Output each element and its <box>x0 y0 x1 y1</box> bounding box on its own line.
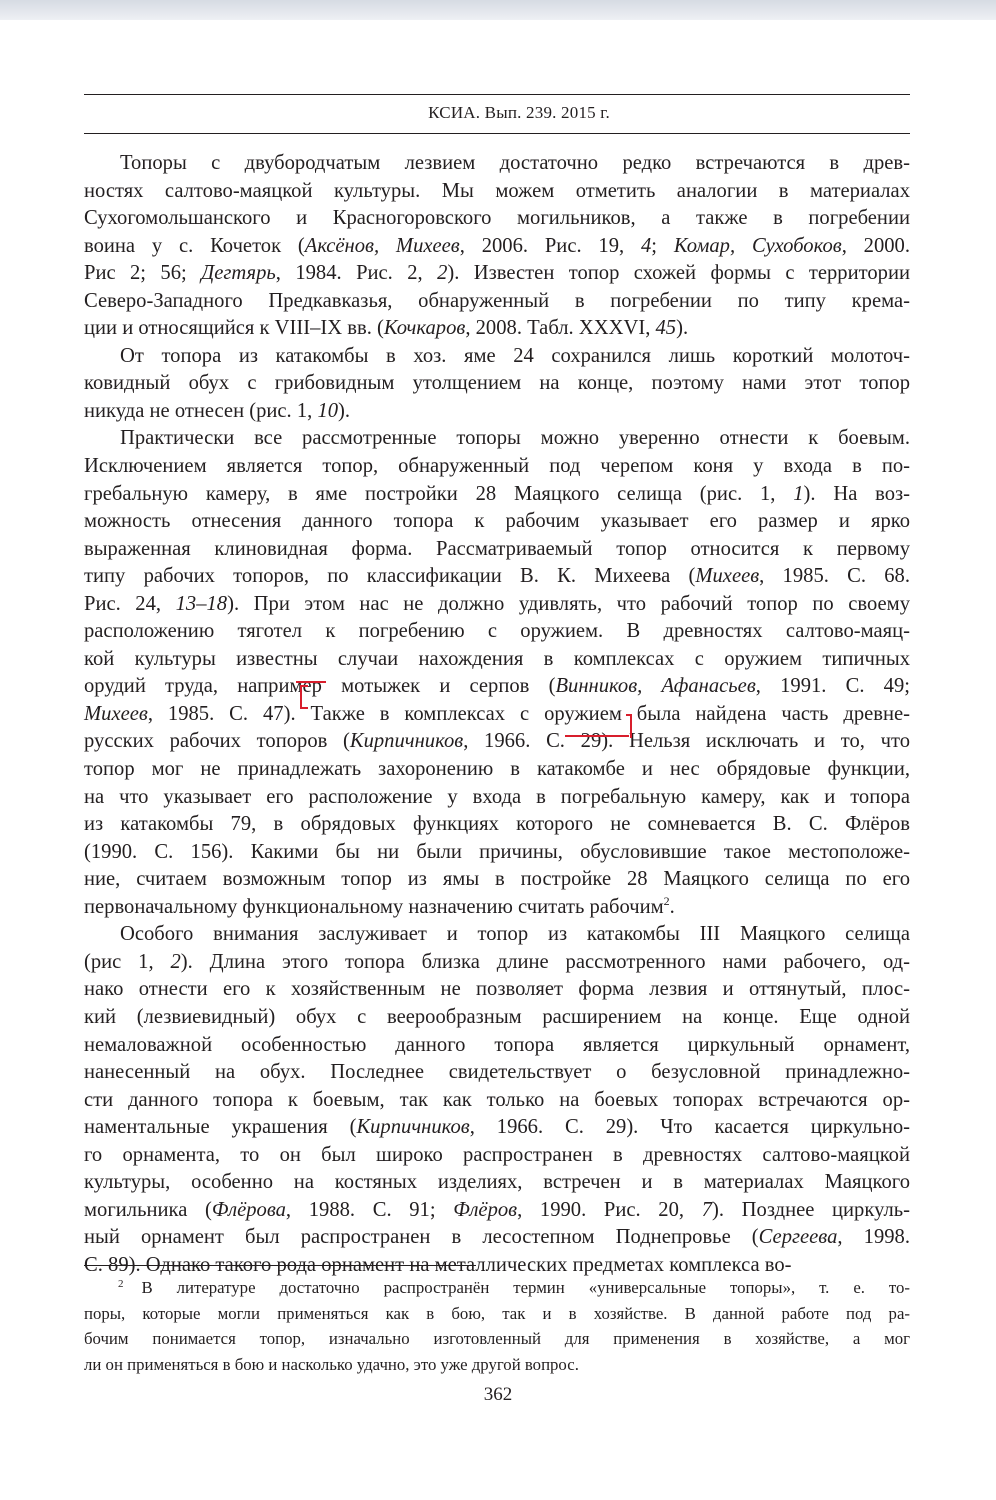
text-run: могильника ( <box>84 1198 212 1221</box>
paragraph <box>84 150 910 343</box>
text-run: Северо-Западного Предкавказья, обнаруженный в погребении по типу крема- <box>84 289 910 312</box>
text-line <box>84 701 910 729</box>
text-line <box>84 398 910 426</box>
text-line <box>84 150 910 178</box>
italic-citation: Кочкаров <box>383 317 466 340</box>
text-line <box>84 508 910 536</box>
text-line <box>84 949 910 977</box>
text-line <box>84 921 910 949</box>
italic-citation: Флёрова <box>211 1198 286 1221</box>
running-title: КСИА. Вып. 239. 2015 г. <box>428 103 610 122</box>
text-run: , 1990. Рис. 20, <box>517 1198 702 1221</box>
text-line <box>84 591 910 619</box>
text-line <box>84 425 910 453</box>
text-line <box>84 839 910 867</box>
italic-citation: Михеев <box>84 702 148 725</box>
footnote-text: бочим понимается топор, изначально изготовленный для применения в хозяйстве, а мог <box>84 1329 910 1348</box>
text-run: нако отнести его к хозяйственным не позволяет форма лезвия и оттянутый, плос- <box>84 978 910 1001</box>
text-run: Топоры с двубородчатым лезвием достаточно редко встречаются в древ- <box>120 152 910 174</box>
italic-citation: Аксёнов, Михеев <box>304 234 460 257</box>
italic-citation: 10 <box>317 399 339 422</box>
text-run: , 1988. С. 91; <box>285 1198 454 1221</box>
text-run: , 1966. С. 29). Что касается циркульно- <box>469 1116 910 1139</box>
text-run: культуры, особенно на костяных изделиях, встречен и в материалах Маяцкого <box>84 1171 910 1194</box>
text-line <box>84 756 910 784</box>
text-run: ). При этом нас не должно удивлять, что рабочий топор по своему <box>227 592 910 615</box>
text-run: , 2008. Табл. XXXVI, <box>465 317 656 340</box>
text-line <box>84 866 910 894</box>
text-run: Исключением является топор, обнаруженный под черепом коня у входа в по- <box>84 455 910 478</box>
text-run: на что указывает его расположение у входа в погребальную камеру, как и топора <box>84 785 910 808</box>
italic-citation: 2 <box>437 262 448 285</box>
text-run: , 1985. С. 68. <box>759 565 911 588</box>
italic-citation: 7 <box>701 1198 712 1221</box>
footnote-reference[interactable]: 2 <box>663 893 670 908</box>
italic-citation: Флёров <box>453 1198 518 1221</box>
text-line <box>84 1087 910 1115</box>
text-run: ностях салтово-маяцкой культуры. Мы можем отметить аналогии в материалах <box>84 179 910 202</box>
text-run: ции и относящийся к VIII–IX вв. ( <box>84 317 384 340</box>
text-run: выраженная клиновидная форма. Рассматриваемый топор относится к первому <box>84 537 910 560</box>
text-line <box>84 288 910 316</box>
text-run: ). На воз- <box>803 482 910 505</box>
text-run: ). <box>338 399 351 422</box>
text-run: типу рабочих топоров, по классификации В. К. Михеева ( <box>84 565 696 588</box>
italic-citation: 2 <box>170 950 181 973</box>
text-line <box>84 315 910 343</box>
italic-citation: Сергеева <box>758 1226 838 1249</box>
text-run: ние, считаем возможным топор из ямы в постройке 28 Маяцкого селища по его <box>84 868 910 891</box>
italic-citation: 1 <box>793 482 804 505</box>
text-line <box>84 646 910 674</box>
text-run: русских рабочих топоров ( <box>84 730 350 753</box>
text-run: сти данного топора к боевым, так как только на боевых топорах встречаются ор- <box>84 1088 910 1111</box>
paragraph <box>84 921 910 1279</box>
text-run: , 2006. Рис. 19, <box>459 234 641 257</box>
text-run: из катакомбы 79, в обрядовых функциях которого не сомневается В. С. Флёров <box>84 813 910 836</box>
text-line <box>84 976 910 1004</box>
text-run: ). <box>676 317 689 340</box>
text-run: ный орнамент был распространен в лесостепном Поднепровье ( <box>84 1226 759 1249</box>
text-run: Сухогомольшанского и Красногоровского могильников, а также в погребении <box>84 207 910 230</box>
text-line <box>84 811 910 839</box>
text-run: ). Позднее циркуль- <box>712 1198 910 1221</box>
italic-citation: Дегтярь <box>201 262 276 285</box>
footnote-line <box>84 1272 910 1301</box>
italic-citation: Комар, Сухобоков <box>673 234 842 257</box>
text-run: наментальные украшения ( <box>84 1116 357 1139</box>
text-run: (рис 1, <box>84 950 171 973</box>
text-line <box>84 1004 910 1032</box>
text-run: кий (лезвиевидный) обух с веерообразным расширением на конце. Еще одной <box>84 1005 910 1028</box>
text-run: ). Известен топор схожей формы с территории <box>447 262 910 285</box>
annotation-underline <box>565 735 629 737</box>
italic-citation: Кирпичников <box>356 1116 470 1139</box>
text-line <box>84 1169 910 1197</box>
text-run: ; <box>651 234 674 257</box>
text-run: (1990. С. 156). Какими бы ни были причины, обусловившие такое местоположе- <box>84 840 910 863</box>
footnote-text: В литературе достаточно распространён термин «универсальные топоры», т. е. то- <box>141 1278 910 1297</box>
footnote <box>84 1272 910 1377</box>
text-run: воина у с. Кочеток ( <box>84 234 305 257</box>
footnote-rule <box>84 1265 476 1266</box>
footnote-line <box>84 1326 910 1352</box>
text-run: Практически все рассмотренные топоры можно уверенно отнести к боевым. <box>120 427 910 450</box>
text-line <box>84 728 910 756</box>
text-run: топор мог не принадлежать захоронению в катакомбе и нес обрядовые функции, <box>84 758 910 781</box>
text-line <box>84 1114 910 1142</box>
text-line <box>84 784 910 812</box>
footnote-line <box>84 1352 910 1378</box>
footnote-text: ли он применяться в бою и насколько удачно, это уже другой вопрос. <box>84 1354 579 1374</box>
footnote-line <box>84 1301 910 1327</box>
annotation-bracket-left <box>300 685 308 709</box>
text-run: , 2000. <box>841 234 910 257</box>
text-run: немаловажной особенностью данного топора является циркульный орнамент, <box>84 1033 910 1056</box>
text-run: Рис 2; 56; <box>84 262 202 285</box>
text-line <box>84 536 910 564</box>
text-line <box>84 618 910 646</box>
italic-citation: 45 <box>655 317 677 340</box>
text-run: первоначальному функциональному назначению считать рабочим <box>84 895 664 918</box>
body-text <box>84 150 910 1279</box>
text-run: От топора из катакомбы в хоз. яме 24 сохранился лишь короткий молоточ- <box>120 344 910 367</box>
text-run: Особого внимания заслуживает и топор из катакомбы III Маяцкого селища <box>120 923 910 946</box>
paragraph <box>84 425 910 921</box>
text-line <box>84 563 910 591</box>
text-line <box>84 178 910 206</box>
text-run: орудий труда, например мотыжек и серпов ( <box>84 675 556 698</box>
running-header <box>84 94 910 134</box>
italic-citation: Кирпичников <box>349 730 464 753</box>
text-run: можность отнесения данного топора к рабочим указывает его размер и ярко <box>84 510 910 533</box>
text-line: первоначальному функциональному назначению считать рабочим$^2$. <box>84 893 675 918</box>
text-run: , 1991. С. 49; <box>755 675 911 698</box>
text-line <box>84 1197 910 1225</box>
text-run: ). Длина этого топора близка длине рассмотренного нами рабочего, од- <box>180 950 910 973</box>
footnote-marker: 2 <box>118 1278 124 1290</box>
text-line <box>84 481 910 509</box>
text-line <box>84 1142 910 1170</box>
text-run: гребальную камеру, в яме постройки 28 Маяцкого селища (рис. 1, <box>84 482 794 505</box>
annotation-bracket-right <box>626 714 632 738</box>
text-run: кой культуры известны случаи нахождения в комплексах с оружием типичных <box>84 647 910 670</box>
text-line <box>84 370 910 398</box>
text-run: ковидный обух с грибовидным утолщением на конце, поэтому нами этот топор <box>84 372 910 395</box>
italic-citation: Михеев <box>695 565 760 588</box>
text-line <box>84 453 910 481</box>
viewer-top-band <box>0 0 996 20</box>
text-line <box>84 1032 910 1060</box>
page-number: 362 <box>483 1384 513 1405</box>
text-line <box>84 205 910 233</box>
italic-citation: 4 <box>641 234 652 257</box>
paragraph <box>84 343 910 426</box>
text-run: никуда не отнесен (рис. 1, <box>84 399 318 422</box>
text-run: , 1998. <box>837 1226 910 1249</box>
text-run: С. 89). Однако такого рода орнамент на металлических предметах комплекса во- <box>84 1253 792 1276</box>
text-run: , 1966. С. 29). Нельзя исключать и то, что <box>463 730 910 753</box>
italic-citation: 13–18 <box>175 592 228 615</box>
text-run: , 1984. Рис. 2, <box>275 262 438 285</box>
annotation-underline-short <box>296 681 326 683</box>
text-run: Рис. 24, <box>84 592 176 615</box>
text-run: го орнамента, то он был широко распространен в древностях салтово-маяцкой <box>84 1143 910 1166</box>
italic-citation: Винников, Афанасьев <box>555 675 756 698</box>
text-line <box>84 673 910 701</box>
text-run: расположению тяготел к погребению с оружием. В древностях салтово-маяц- <box>84 620 910 643</box>
text-line <box>84 343 910 371</box>
text-run: , 1985. С. 47). Также в комплексах с оружием была найдена часть древне- <box>147 702 910 725</box>
text-line <box>84 260 910 288</box>
text-line <box>84 233 910 261</box>
text-line <box>84 1224 910 1252</box>
footnote-text: поры, которые могли применяться как в бою, так и в хозяйстве. В данной работе под ра- <box>84 1303 910 1323</box>
text-run: нанесенный на обух. Последнее свидетельствует о безусловной принадлежно- <box>84 1061 910 1084</box>
text-line <box>84 1059 910 1087</box>
